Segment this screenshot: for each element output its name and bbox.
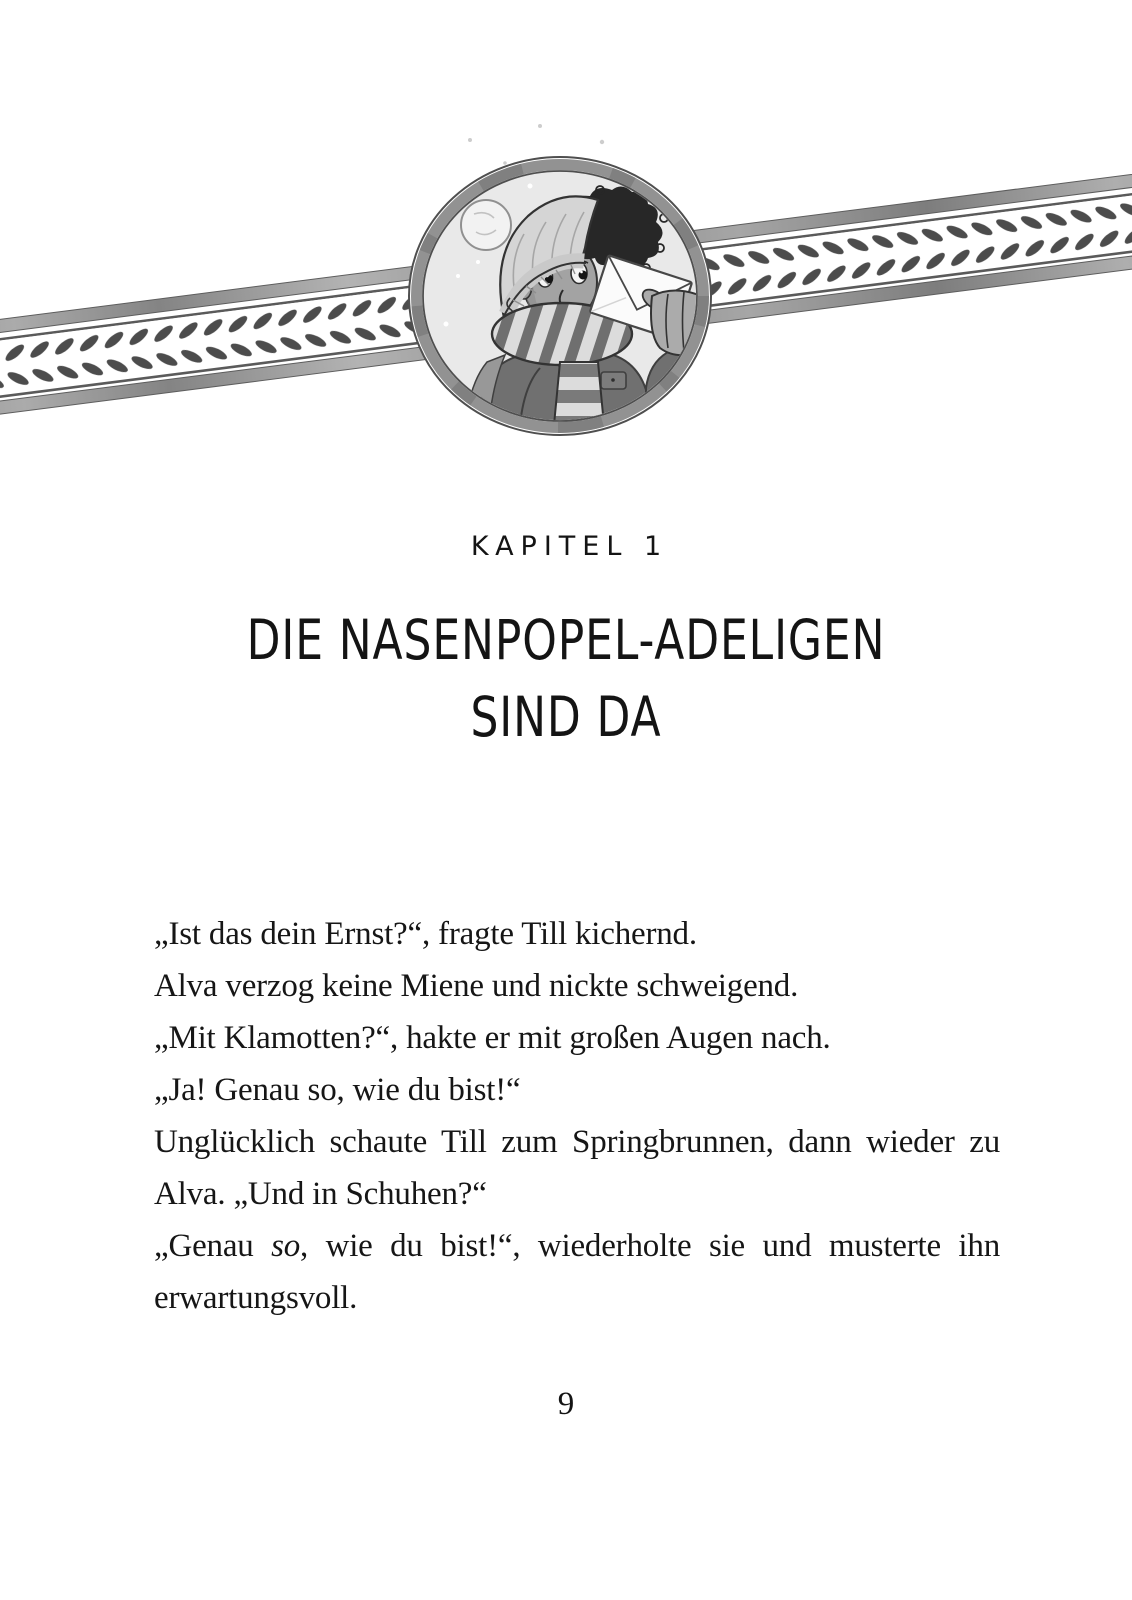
body-paragraph: „Genau so, wie du bist!“, wiederholte sie und musterte ihn erwartungsvoll. [154, 1228, 1001, 1316]
italic-word: so [271, 1228, 301, 1264]
body-paragraph: Unglücklich schaute Till zum Springbrunnen, dann wieder zu Alva. „Und in Schuhen?“ [154, 1124, 1000, 1212]
body-paragraph: „Mit Klamotten?“, hakte er mit großen Augen nach. [154, 1020, 831, 1056]
body-paragraph: „Ist das dein Ernst?“, fragte Till kichernd. [154, 916, 697, 952]
body-text [154, 908, 1000, 1324]
pompom [461, 200, 511, 250]
chapter-title-line2: SIND DA [470, 685, 662, 750]
body-paragraph: Alva verzog keine Miene und nickte schweigend. [154, 968, 799, 1004]
chapter-label: KAPITEL 1 [470, 531, 669, 562]
header-illustration [0, 0, 1132, 470]
page-number: 9 [557, 1386, 575, 1422]
chapter-title [73, 602, 1059, 756]
body-paragraph: „Ja! Genau so, wie du bist!“ [154, 1072, 521, 1108]
chapter-title-line1: DIE NASENPOPEL-ADELIGEN [246, 608, 886, 673]
